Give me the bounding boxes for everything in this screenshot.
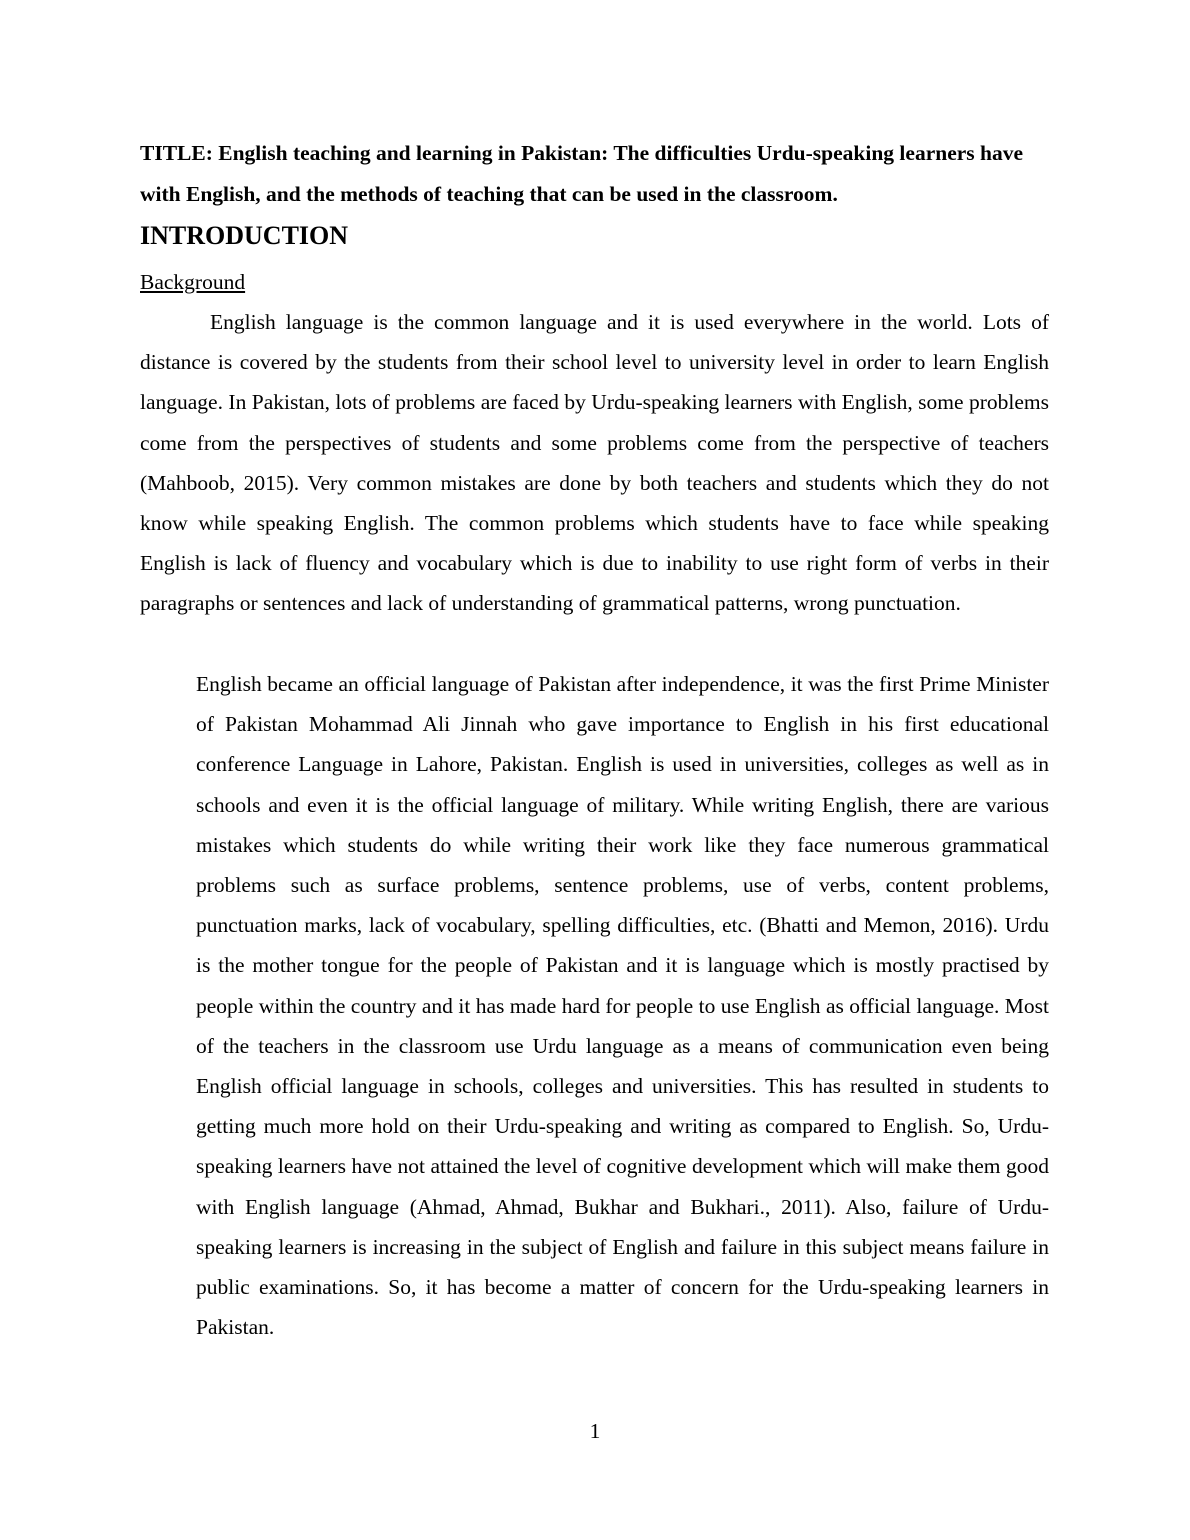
- document-title: TITLE: English teaching and learning in Pakistan: The difficulties Urdu-speaking learners have with English, and the methods of teaching that can be used in the classroom.: [140, 141, 1024, 206]
- paragraph-2: English became an official language of Pakistan after independence, it was the first Prime Minister of Pakistan Mohammad Ali Jinnah who gave importance to English in his first educational conference Language in Lahore, Pakistan. English is used in universities, colleges as well as in schools and even it is the official language of military. While writing English, there are various mistakes which students do while writing their work like they face numerous grammatical problems such as surface problems, sentence problems, use of verbs, content problems, punctuation marks, lack of vocabulary, spelling difficulties, etc. (Bhatti and Memon, 2016). Urdu is the mother tongue for the people of Pakistan and it is language which is mostly practised by people within the country and it has made hard for people to use English as official language. Most of the teachers in the classroom use Urdu language as a means of communication even being English official language in schools, colleges and universities. This has resulted in students to getting much more hold on their Urdu-speaking and writing as compared to English. So, Urdu-speaking learners have not attained the level of cognitive development which will make them good with English language (Ahmad, Ahmad, Bukhar and Bukhari., 2011). Also, failure of Urdu-speaking learners is increasing in the subject of English and failure in this subject means failure in public examinations. So, it has become a matter of concern for the Urdu-speaking learners in Pakistan.: [196, 672, 1049, 1340]
- page-number: 1: [589, 1419, 601, 1443]
- subsection-heading-background: Background: [140, 270, 246, 294]
- section-heading-introduction: INTRODUCTION: [140, 221, 349, 250]
- paragraph-1: English language is the common language and it is used everywhere in the world. Lots of distance is covered by the students from their school level to university level in order to learn English language. In Pakistan, lots of problems are faced by Urdu-speaking learners with English, some problems come from the perspectives of students and some problems come from the perspective of teachers (Mahboob, 2015). Very common mistakes are done by both teachers and students which they do not know while speaking English. The common problems which students have to face while speaking English is lack of fluency and vocabulary which is due to inability to use right form of verbs in their paragraphs or sentences and lack of understanding of grammatical patterns, wrong punctuation.: [140, 310, 1049, 616]
